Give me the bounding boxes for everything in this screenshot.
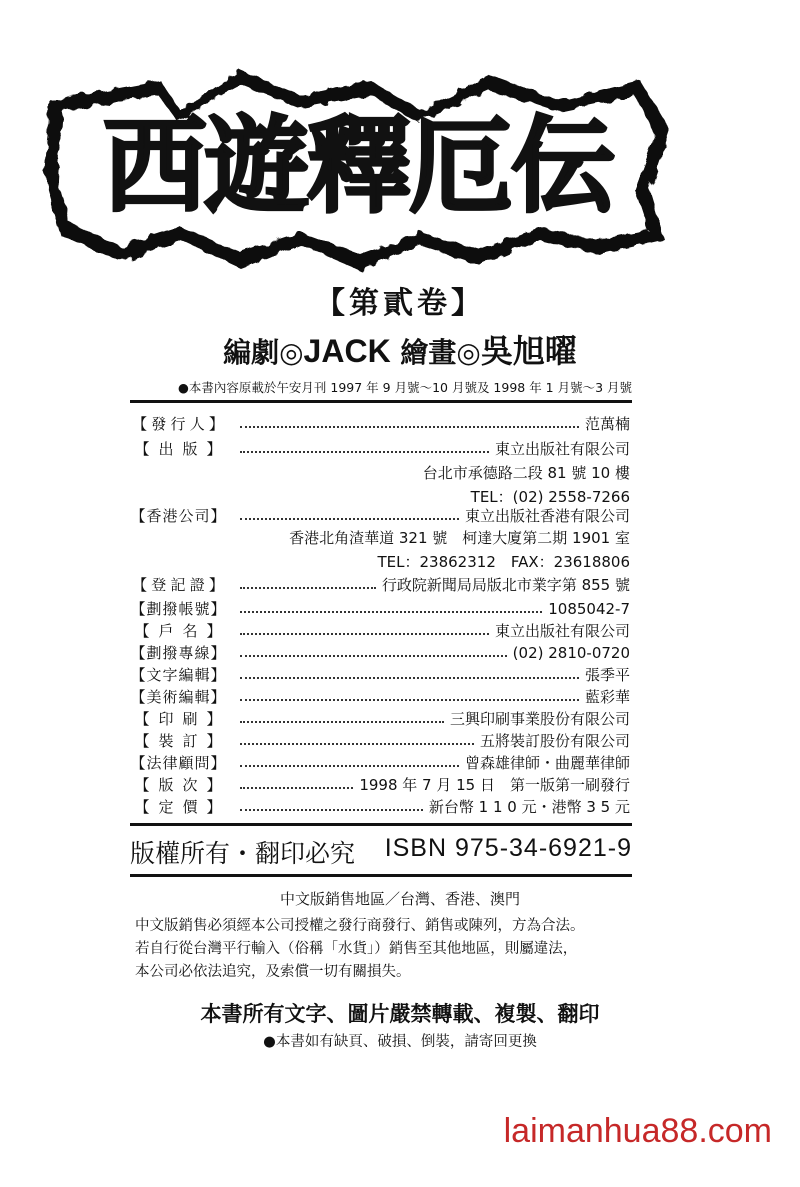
info-label	[130, 598, 226, 620]
info-label-char: 司	[194, 507, 210, 525]
hk-address: 香港北角渣華道 321 號 柯達大廈第二期 1901 室	[289, 529, 630, 547]
info-label-char: 登	[151, 576, 167, 594]
info-label	[130, 796, 226, 818]
copyright-bottom-rule	[130, 874, 632, 877]
leader-dots	[240, 611, 542, 613]
info-label	[130, 664, 226, 686]
volume-label: 【第貳卷】	[315, 286, 485, 321]
info-value: 曾森雄律師・曲麗華律師	[464, 754, 630, 772]
publisher-tel: TEL：(02) 2558-7266	[470, 488, 630, 506]
info-value: 東立出版社香港有限公司	[464, 507, 630, 525]
info-label-char: 】	[208, 576, 224, 594]
info-label-char: 帳	[178, 600, 194, 618]
leader-dots	[240, 765, 459, 767]
info-label-char: 劃	[146, 600, 162, 618]
info-row	[130, 438, 630, 460]
leader-dots	[240, 587, 376, 589]
info-label-char: 【	[130, 644, 146, 662]
info-label-char: 次	[182, 776, 198, 794]
info-value: 五將裝訂股份有限公司	[479, 732, 630, 750]
writer-name: JACK	[303, 333, 391, 369]
defect-notice: ●本書如有缺頁、破損、倒裝，請寄回更換	[263, 1034, 537, 1050]
info-row	[130, 664, 630, 686]
leader-dots	[240, 655, 507, 657]
leader-dots	[240, 677, 579, 679]
info-value: 東立出版社有限公司	[494, 622, 630, 640]
serialization-note: ●本書內容原載於午安月刊 1997 年 9 月號～10 月號及 1998 年 1 月號～3 月號	[178, 380, 633, 395]
isbn: ISBN 975-34-6921-9	[384, 834, 632, 862]
info-label	[130, 752, 226, 774]
top-rule	[130, 400, 632, 403]
info-row	[130, 574, 630, 596]
rights-reserved: 版權所有・翻印必究	[130, 839, 356, 868]
info-label-char: 裝	[158, 732, 174, 750]
info-label-char: 法	[146, 754, 162, 772]
leader-dots	[240, 451, 489, 453]
legal-line: 若自行從台灣平行輸入（俗稱「水貨」）銷售至其他地區，則屬違法，	[135, 941, 578, 957]
info-label-char: 專	[178, 644, 194, 662]
leader-dots	[240, 787, 353, 789]
info-label-char: 【	[130, 507, 146, 525]
info-label-char: 】	[210, 600, 226, 618]
info-label-char: 【	[134, 622, 150, 640]
info-label-char: 記	[170, 576, 186, 594]
info-label-char: 香	[146, 507, 162, 525]
info-row	[130, 752, 630, 774]
info-label-char: 名	[182, 622, 198, 640]
info-label-char: 【	[134, 440, 150, 458]
info-label-char: 撥	[162, 644, 178, 662]
info-row	[130, 686, 630, 708]
info-value: 東立出版社有限公司	[494, 440, 630, 458]
title-logo	[40, 40, 680, 280]
artist-name: 吳旭曜	[480, 332, 577, 370]
info-label-char: 號	[194, 600, 210, 618]
info-label-char: 】	[210, 644, 226, 662]
info-label-char: 證	[189, 576, 205, 594]
leader-dots	[240, 743, 474, 745]
info-value: 藍彩華	[584, 688, 630, 706]
info-label	[130, 574, 226, 596]
info-label-char: 【	[134, 732, 150, 750]
info-label-char: 】	[208, 415, 224, 433]
info-label-char: 戶	[158, 622, 174, 640]
leader-dots	[240, 809, 423, 811]
info-value: (02) 2810-0720	[512, 644, 630, 662]
info-label-char: 】	[206, 776, 222, 794]
info-value: 張季平	[584, 666, 630, 684]
reproduction-ban: 本書所有文字、圖片嚴禁轉載、複製、翻印	[200, 1002, 600, 1026]
info-label-char: 輯	[194, 688, 210, 706]
info-label	[130, 620, 226, 642]
legal-line: 中文版銷售必須經本公司授權之發行商發行、銷售或陳列，方為合法。	[135, 918, 585, 934]
hk-tel: TEL：23862312 FAX：23618806	[377, 553, 630, 571]
info-label-char: 】	[210, 666, 226, 684]
writer-label: 編劇◎	[223, 336, 304, 369]
info-label	[130, 642, 226, 664]
info-label-char: 發	[151, 415, 167, 433]
info-label-char: 輯	[194, 666, 210, 684]
info-label-char: 美	[146, 688, 162, 706]
info-label	[130, 505, 226, 527]
info-label-char: 出	[158, 440, 174, 458]
info-label-char: 問	[194, 754, 210, 772]
info-label-char: 印	[158, 710, 174, 728]
info-label-char: 術	[162, 688, 178, 706]
info-label-char: 【	[132, 415, 148, 433]
info-label-char: 字	[162, 666, 178, 684]
info-label-char: 】	[206, 710, 222, 728]
legal-line: 本公司必依法追究，及索償一切有關損失。	[135, 964, 411, 980]
info-label-char: 線	[194, 644, 210, 662]
info-row	[130, 642, 630, 664]
info-label-char: 行	[170, 415, 186, 433]
info-row	[130, 505, 630, 527]
info-label-char: 】	[206, 622, 222, 640]
info-label-char: 】	[206, 798, 222, 816]
info-value: 1085042-7	[548, 600, 630, 618]
leader-dots	[240, 633, 489, 635]
info-label-char: 顧	[178, 754, 194, 772]
info-row	[130, 708, 630, 730]
info-label-char: 【	[130, 600, 146, 618]
leader-dots	[240, 699, 579, 701]
info-label-char: 版	[182, 440, 198, 458]
info-label-char: 【	[130, 754, 146, 772]
info-label-char: 人	[189, 415, 205, 433]
info-label-char: 定	[158, 798, 174, 816]
info-label-char: 】	[206, 732, 222, 750]
info-value: 三興印刷事業股份有限公司	[449, 710, 630, 728]
info-row	[130, 598, 630, 620]
publisher-address: 台北市承德路二段 81 號 10 樓	[422, 464, 630, 482]
copyright-top-rule	[130, 823, 632, 826]
info-label-char: 【	[132, 576, 148, 594]
info-label-char: 撥	[162, 600, 178, 618]
info-label-char: 【	[130, 688, 146, 706]
info-value: 1998 年 7 月 15 日 第一版第一刷發行	[359, 776, 630, 794]
leader-dots	[240, 721, 444, 723]
info-value: 新台幣 1 1 0 元・港幣 3 5 元	[428, 798, 630, 816]
info-label	[130, 730, 226, 752]
artist-label: 繪畫◎	[400, 336, 481, 369]
website-watermark: laimanhua88.com	[503, 1112, 772, 1150]
info-label-char: 編	[178, 666, 194, 684]
info-label-char: 版	[158, 776, 174, 794]
info-label	[130, 686, 226, 708]
info-label-char: 編	[178, 688, 194, 706]
info-label-char: 價	[182, 798, 198, 816]
info-row	[130, 730, 630, 752]
info-row	[130, 796, 630, 818]
info-value: 范萬楠	[584, 415, 630, 433]
info-row	[130, 774, 630, 796]
info-label-char: 公	[178, 507, 194, 525]
info-label	[130, 438, 226, 460]
info-row	[130, 413, 630, 435]
info-label	[130, 774, 226, 796]
title-logo-text: 西遊釋厄伝	[102, 104, 614, 227]
info-label-char: 文	[146, 666, 162, 684]
leader-dots	[240, 518, 459, 520]
leader-dots	[240, 426, 579, 428]
info-label-char: 】	[210, 507, 226, 525]
info-label-char: 【	[134, 776, 150, 794]
info-label-char: 【	[134, 798, 150, 816]
info-row	[130, 620, 630, 642]
info-label-char: 【	[134, 710, 150, 728]
sales-region: 中文版銷售地區／台灣、香港、澳門	[279, 890, 520, 908]
info-label	[130, 708, 226, 730]
info-label-char: 訂	[182, 732, 198, 750]
info-label-char: 【	[130, 666, 146, 684]
info-label-char: 】	[210, 688, 226, 706]
info-label	[130, 413, 226, 435]
info-label-char: 刷	[182, 710, 198, 728]
copyright-line	[130, 834, 632, 870]
info-label-char: 劃	[146, 644, 162, 662]
info-label-char: 】	[210, 754, 226, 772]
info-label-char: 】	[206, 440, 222, 458]
info-label-char: 律	[162, 754, 178, 772]
info-value: 行政院新聞局局版北市業字第 855 號	[381, 576, 630, 594]
info-label-char: 港	[162, 507, 178, 525]
credits-line	[0, 326, 800, 372]
